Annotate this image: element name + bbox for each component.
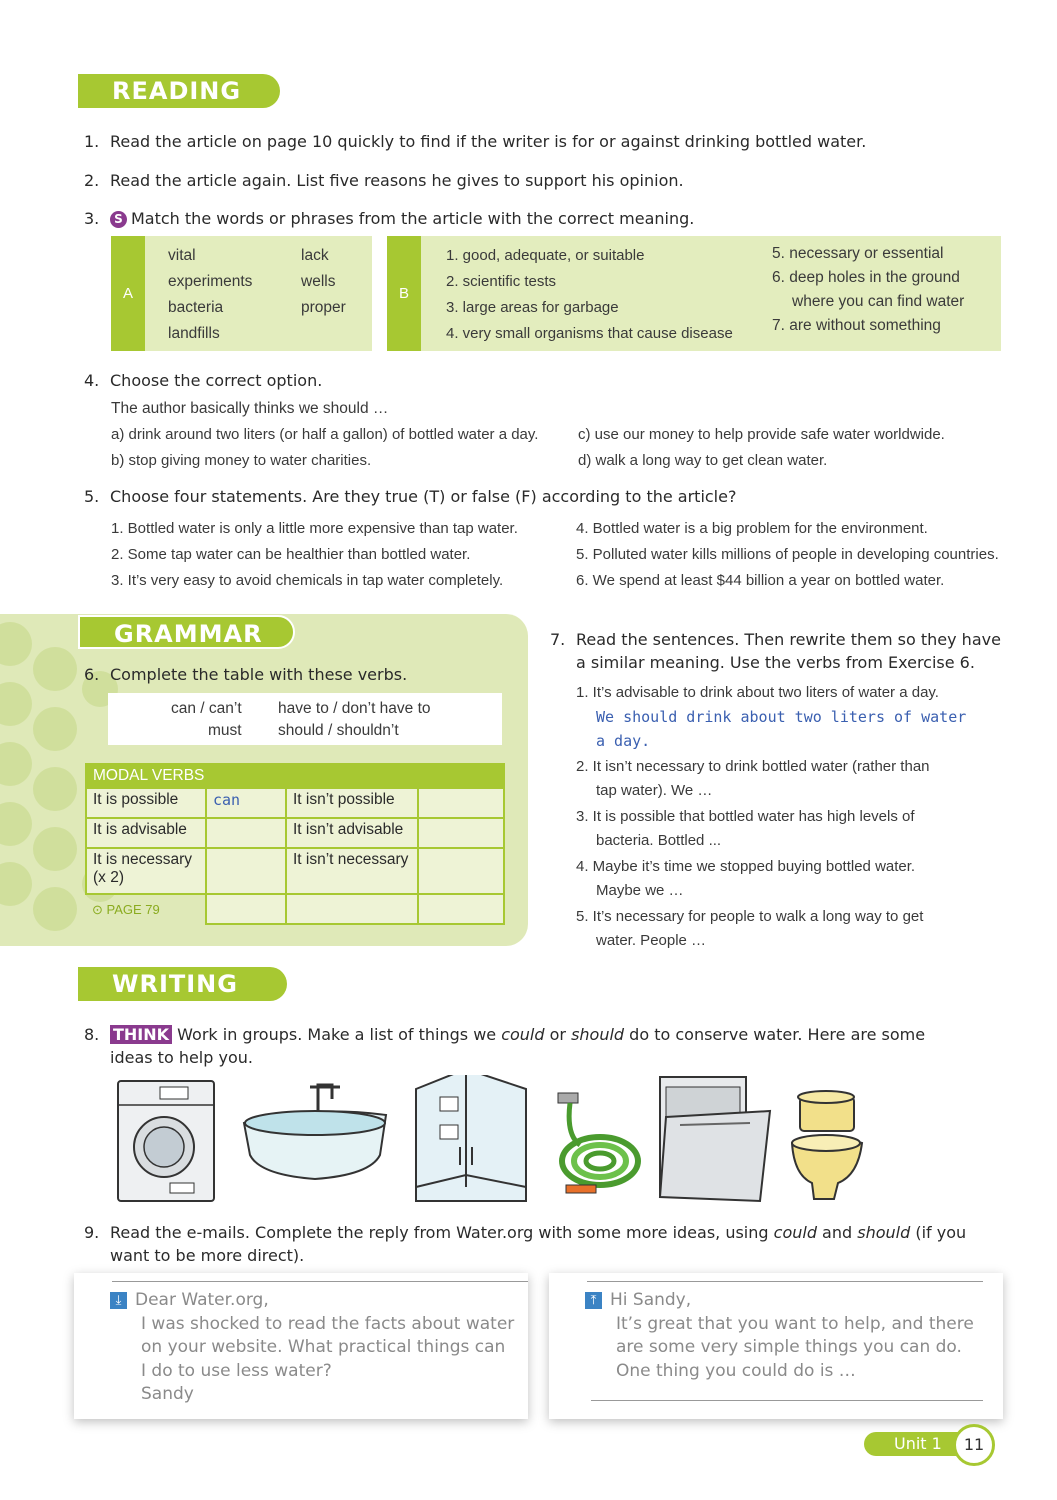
statement-1: 1. Bottled water is only a little more expensive than tap water. [111, 520, 518, 537]
email2-line1: It’s great that you want to help, and there [616, 1313, 974, 1334]
cell-not-necessary: It isn’t necessary [286, 848, 418, 894]
statement-3: 3. It’s very easy to avoid chemicals in tap water completely. [111, 572, 504, 589]
q7-item-1: 1. It’s advisable to drink about two liters of water a day. [576, 684, 939, 701]
word-experiments: experiments [168, 273, 253, 290]
box-a-label: A [111, 236, 145, 351]
bathtub-icon [244, 1085, 386, 1179]
meaning-3: 3. large areas for garbage [446, 299, 619, 316]
shower-icon [416, 1075, 526, 1201]
q9-and: and [816, 1223, 858, 1242]
box-a-col2 [301, 243, 346, 321]
verb-can: can / can’t [171, 700, 242, 717]
statement-6: 6. We spend at least $44 billion a year on bottled water. [576, 572, 945, 589]
page-number: 11 [953, 1424, 995, 1466]
word-wells: wells [301, 273, 336, 290]
cell-necessary [86, 848, 206, 894]
email2-body [585, 1289, 974, 1383]
word-proper: proper [301, 299, 346, 316]
q7-item-2-cont: tap water). We … [596, 782, 713, 799]
question-3 [84, 208, 694, 230]
q7-item-4: 4. Maybe it’s time we stopped buying bottled water. [576, 858, 916, 875]
question-6 [84, 664, 407, 686]
email-from-sandy [74, 1273, 528, 1419]
cell-blank-6[interactable] [206, 894, 286, 924]
cell-can[interactable]: can [206, 788, 286, 818]
email2-rule-top [587, 1281, 983, 1282]
q7-num: 7. [550, 630, 566, 649]
cell-not-advisable: It isn’t advisable [286, 818, 418, 848]
question-1 [84, 131, 866, 153]
q7-item-3: 3. It is possible that bottled water has high levels of [576, 808, 915, 825]
verb-box [108, 693, 502, 745]
q8-text2: do to conserve water. Here are some [624, 1025, 926, 1044]
cell-blank-8[interactable] [418, 894, 504, 924]
cell-blank-2[interactable] [206, 818, 286, 848]
email1-line1: I was shocked to read the facts about water [141, 1313, 515, 1334]
cell-blank-4[interactable] [206, 848, 286, 894]
cell-advisable: It is advisable [86, 818, 206, 848]
appliance-illustrations [110, 1075, 1010, 1205]
q9-num: 9. [84, 1223, 100, 1242]
box-b-left [446, 243, 733, 347]
q8-should: should [571, 1025, 625, 1044]
reading-title: READING [112, 77, 242, 105]
q7-item-5-cont: water. People … [596, 932, 707, 949]
q4-option-d: d) walk a long way to get clean water. [578, 452, 828, 469]
q3-num: 3. [84, 209, 100, 228]
email2-line3: One thing you could do is … [616, 1360, 856, 1381]
box-b-label: B [387, 236, 421, 351]
unit-label: Unit 1 [864, 1432, 974, 1456]
q7-answer-line2: a day. [596, 732, 651, 750]
q9-should: should [857, 1223, 911, 1242]
meaning-7: 7. are without something [772, 317, 941, 334]
meaning-4: 4. very small organisms that cause disease [446, 325, 733, 342]
q8-text3: ideas to help you. [110, 1048, 253, 1067]
question-7 [550, 628, 1001, 674]
word-landfills: landfills [168, 325, 220, 342]
word-box-a [111, 236, 372, 351]
q5-text: Choose four statements. Are they true (T) or false (F) according to the article? [110, 487, 737, 506]
q4-option-c: c) use our money to help provide safe water worldwide. [578, 426, 945, 443]
q7-item-3-cont: bacteria. Bottled ... [596, 832, 722, 849]
q4-option-a: a) drink around two liters (or half a gallon) of bottled water a day. [111, 426, 539, 443]
meaning-1: 1. good, adequate, or suitable [446, 247, 645, 264]
dishwasher-icon [660, 1077, 770, 1201]
cell-blank-7[interactable] [286, 894, 418, 924]
q8-num: 8. [84, 1025, 100, 1044]
question-2 [84, 170, 684, 192]
table-header: MODAL VERBS [86, 764, 504, 788]
q4-option-b: b) stop giving money to water charities. [111, 452, 372, 469]
necessary-x2: (x 2) [93, 869, 124, 886]
writing-banner [78, 967, 287, 1001]
cell-possible: It is possible [86, 788, 206, 818]
modal-verbs-table [85, 763, 505, 925]
q7-line1: Read the sentences. Then rewrite them so they have [576, 630, 1001, 649]
q4-text: Choose the correct option. [110, 371, 323, 390]
email2-line2: are some very simple things you can do. [616, 1337, 962, 1357]
question-9 [84, 1221, 1004, 1267]
verb-must: must [208, 722, 242, 739]
speaking-icon: S [110, 211, 127, 228]
washing-machine-icon [118, 1081, 214, 1201]
garden-hose-icon [558, 1093, 638, 1193]
q4-lead: The author basically thinks we should … [111, 400, 389, 417]
question-8 [84, 1023, 984, 1069]
q7-answer-line1: We should drink about two liters of water [596, 708, 967, 726]
statement-2: 2. Some tap water can be healthier than bottled water. [111, 546, 471, 563]
cell-blank-1[interactable] [418, 788, 504, 818]
word-vital: vital [168, 247, 196, 264]
statement-5: 5. Polluted water kills millions of people in developing countries. [576, 546, 999, 563]
meaning-5: 5. necessary or essential [772, 245, 944, 262]
email-reply [549, 1273, 1003, 1419]
cell-not-possible: It isn’t possible [286, 788, 418, 818]
verb-should: should / shouldn’t [278, 722, 399, 739]
email1-signature: Sandy [141, 1384, 194, 1404]
q7-line2: a similar meaning. Use the verbs from Exercise 6. [576, 653, 975, 672]
word-lack: lack [301, 247, 329, 264]
inbox-icon: ⤓ [110, 1292, 127, 1309]
email1-line3: I do to use less water? [141, 1360, 332, 1381]
q8-or: or [544, 1025, 572, 1044]
q2-num: 2. [84, 171, 100, 190]
q8-text1: Work in groups. Make a list of things we [177, 1025, 502, 1044]
box-b-right [772, 242, 964, 338]
question-4 [84, 370, 322, 392]
email1-greeting: Dear Water.org, [135, 1290, 269, 1310]
q7-items [576, 681, 966, 953]
q7-item-2: 2. It isn’t necessary to drink bottled water (rather than [576, 758, 930, 775]
meaning-6-cont: where you can find water [792, 293, 965, 310]
reading-banner [78, 74, 280, 108]
q7-item-4-cont: Maybe we … [596, 882, 684, 899]
q7-item-5: 5. It’s necessary for people to walk a long way to get [576, 908, 924, 925]
q6-num: 6. [84, 665, 100, 684]
cell-blank-5[interactable] [418, 848, 504, 894]
q9-text2: (if you [910, 1223, 967, 1242]
email1-rule [112, 1281, 528, 1282]
q9-text1: Read the e-mails. Complete the reply from Water.org with some more ideas, using [110, 1223, 774, 1242]
meaning-2: 2. scientific tests [446, 273, 557, 290]
q8-could: could [501, 1025, 545, 1044]
q6-text: Complete the table with these verbs. [110, 665, 408, 684]
email1-line2: on your website. What practical things can [141, 1337, 506, 1357]
grammar-banner [78, 615, 295, 649]
meaning-box-b [387, 236, 1001, 351]
q5-num: 5. [84, 487, 100, 506]
q9-could: could [773, 1223, 817, 1242]
email2-answer-line[interactable] [591, 1400, 983, 1401]
cell-blank-3[interactable] [418, 818, 504, 848]
q1-num: 1. [84, 132, 100, 151]
q4-num: 4. [84, 371, 100, 390]
question-5 [84, 486, 736, 508]
grammar-title: GRAMMAR [114, 620, 263, 648]
toilet-icon [792, 1091, 862, 1199]
email1-body [110, 1289, 514, 1407]
q5-left-list [111, 516, 518, 594]
verb-have-to: have to / don’t have to [278, 700, 431, 717]
statement-4: 4. Bottled water is a big problem for the environment. [576, 520, 928, 537]
word-bacteria: bacteria [168, 299, 224, 316]
writing-title: WRITING [112, 970, 238, 998]
q2-text: Read the article again. List five reasons he gives to support his opinion. [110, 171, 684, 190]
box-a-col1 [168, 243, 252, 347]
email2-greeting: Hi Sandy, [610, 1290, 692, 1310]
send-icon: ⤒ [585, 1292, 602, 1309]
q1-text: Read the article on page 10 quickly to find if the writer is for or against drinking bottled water. [110, 132, 867, 151]
page-ref[interactable]: ⊙ PAGE 79 [86, 894, 206, 924]
think-badge: THINK [110, 1025, 172, 1044]
meaning-6: 6. deep holes in the ground [772, 269, 960, 286]
q3-text: Match the words or phrases from the article with the correct meaning. [131, 209, 695, 228]
necessary-text: It is necessary [93, 851, 193, 868]
q5-right-list [576, 516, 999, 594]
q9-text3: want to be more direct). [110, 1246, 305, 1265]
